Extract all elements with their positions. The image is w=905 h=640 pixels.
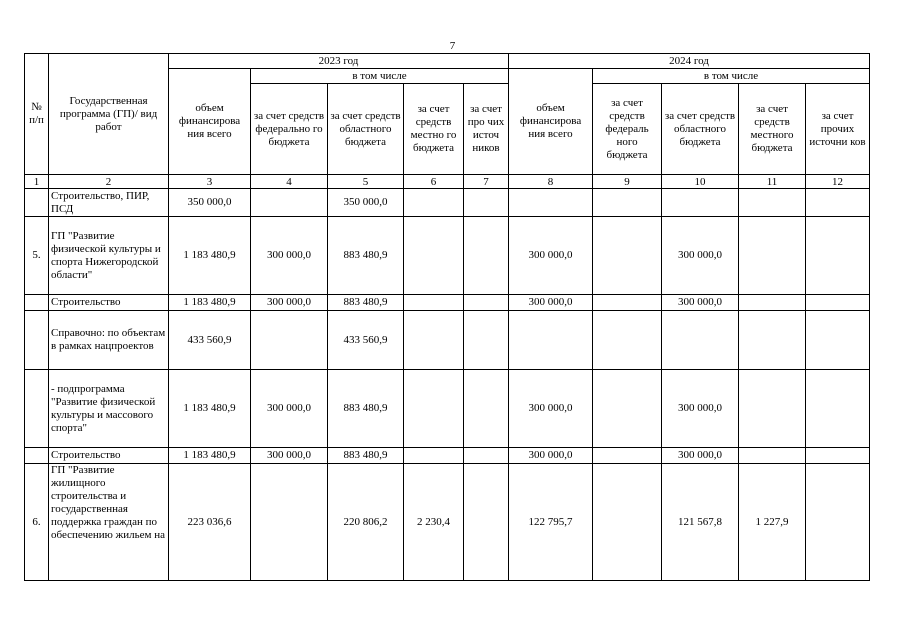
local-2023 (404, 217, 464, 295)
row-name: - подпрограмма "Развитие физической культуры и массового спорта" (49, 370, 169, 448)
other-2023 (464, 311, 509, 370)
local-2024: 1 227,9 (739, 464, 806, 581)
federal-2024 (593, 295, 662, 311)
federal-2024 (593, 464, 662, 581)
row-num (25, 448, 49, 464)
regional-2023: 883 480,9 (328, 295, 404, 311)
other-2023 (464, 217, 509, 295)
table-row (25, 370, 870, 448)
total-2023: 1 183 480,9 (169, 217, 251, 295)
table-row (25, 311, 870, 370)
other-2023 (464, 464, 509, 581)
header-other-2024: за счет прочих источни ков (806, 84, 870, 175)
row-num (25, 311, 49, 370)
total-2023: 1 183 480,9 (169, 295, 251, 311)
local-2023 (404, 370, 464, 448)
table-row (25, 464, 870, 581)
header-federal-2023: за счет средств федерально го бюджета (251, 84, 328, 175)
total-2024: 300 000,0 (509, 370, 593, 448)
federal-2024 (593, 448, 662, 464)
header-program: Государственная программа (ГП)/ вид работ (49, 54, 169, 175)
header-regional-2023: за счет средств областного бюджета (328, 84, 404, 175)
other-2024 (806, 370, 870, 448)
other-2023 (464, 189, 509, 217)
federal-2024 (593, 370, 662, 448)
row-num (25, 189, 49, 217)
local-2023 (404, 189, 464, 217)
row-name: Справочно: по объектам в рамках нацпроектов (49, 311, 169, 370)
regional-2023: 883 480,9 (328, 217, 404, 295)
federal-2023: 300 000,0 (251, 448, 328, 464)
federal-2024 (593, 311, 662, 370)
regional-2024 (662, 189, 739, 217)
total-2024: 300 000,0 (509, 217, 593, 295)
row-name: ГП "Развитие жилищного строительства и государственная поддержка граждан по обеспечению жильем на (49, 464, 169, 581)
column-number: 9 (593, 175, 662, 189)
total-2024 (509, 311, 593, 370)
total-2024 (509, 189, 593, 217)
other-2023 (464, 370, 509, 448)
row-num (25, 295, 49, 311)
row-num (25, 370, 49, 448)
header-including-2024: в том числе (593, 69, 870, 84)
regional-2024: 300 000,0 (662, 217, 739, 295)
row-name: ГП "Развитие физической культуры и спорта Нижегородской области" (49, 217, 169, 295)
local-2024 (739, 189, 806, 217)
regional-2023: 433 560,9 (328, 311, 404, 370)
header-federal-2024: за счет средств федераль ного бюджета (593, 84, 662, 175)
regional-2023: 883 480,9 (328, 448, 404, 464)
header-year-2024: 2024 год (509, 54, 870, 69)
federal-2023 (251, 189, 328, 217)
table-row (25, 295, 870, 311)
regional-2023: 350 000,0 (328, 189, 404, 217)
column-number: 7 (464, 175, 509, 189)
federal-2024 (593, 217, 662, 295)
header-local-2024: за счет средств местного бюджета (739, 84, 806, 175)
column-number: 11 (739, 175, 806, 189)
other-2024 (806, 217, 870, 295)
total-2024: 300 000,0 (509, 295, 593, 311)
other-2024 (806, 448, 870, 464)
regional-2024: 300 000,0 (662, 295, 739, 311)
other-2024 (806, 295, 870, 311)
other-2024 (806, 464, 870, 581)
header-local-2023: за счет средств местно го бюджета (404, 84, 464, 175)
column-number: 3 (169, 175, 251, 189)
federal-2024 (593, 189, 662, 217)
column-number: 8 (509, 175, 593, 189)
page-number: 7 (449, 40, 456, 52)
column-number: 10 (662, 175, 739, 189)
table-row (25, 189, 870, 217)
federal-2023 (251, 311, 328, 370)
regional-2024: 121 567,8 (662, 464, 739, 581)
column-number: 12 (806, 175, 870, 189)
local-2023 (404, 311, 464, 370)
other-2024 (806, 189, 870, 217)
total-2023: 350 000,0 (169, 189, 251, 217)
federal-2023: 300 000,0 (251, 370, 328, 448)
local-2024 (739, 370, 806, 448)
total-2023: 433 560,9 (169, 311, 251, 370)
row-name: Строительство (49, 448, 169, 464)
column-number: 2 (49, 175, 169, 189)
column-number: 5 (328, 175, 404, 189)
budget-table (24, 53, 870, 581)
local-2024 (739, 295, 806, 311)
table-row (25, 448, 870, 464)
column-number: 6 (404, 175, 464, 189)
local-2023: 2 230,4 (404, 464, 464, 581)
header-including-2023: в том числе (251, 69, 509, 84)
row-num: 5. (25, 217, 49, 295)
header-row-years (25, 54, 870, 69)
local-2024 (739, 217, 806, 295)
total-2023: 1 183 480,9 (169, 448, 251, 464)
local-2024 (739, 448, 806, 464)
table-row (25, 217, 870, 295)
federal-2023: 300 000,0 (251, 295, 328, 311)
row-num: 6. (25, 464, 49, 581)
other-2023 (464, 448, 509, 464)
row-name: Строительство (49, 295, 169, 311)
regional-2023: 883 480,9 (328, 370, 404, 448)
column-numbers-row (25, 175, 870, 189)
header-regional-2024: за счет средств областного бюджета (662, 84, 739, 175)
total-2023: 223 036,6 (169, 464, 251, 581)
federal-2023: 300 000,0 (251, 217, 328, 295)
local-2023 (404, 295, 464, 311)
header-total-2024: объем финансирова ния всего (509, 69, 593, 175)
other-2023 (464, 295, 509, 311)
regional-2024: 300 000,0 (662, 370, 739, 448)
federal-2023 (251, 464, 328, 581)
total-2024: 300 000,0 (509, 448, 593, 464)
local-2023 (404, 448, 464, 464)
regional-2024 (662, 311, 739, 370)
column-number: 1 (25, 175, 49, 189)
other-2024 (806, 311, 870, 370)
column-number: 4 (251, 175, 328, 189)
total-2024: 122 795,7 (509, 464, 593, 581)
row-name: Строительство, ПИР, ПСД (49, 189, 169, 217)
header-total-2023: объем финансирова ния всего (169, 69, 251, 175)
header-num: № п/п (25, 54, 49, 175)
header-other-2023: за счет про чих источ ников (464, 84, 509, 175)
local-2024 (739, 311, 806, 370)
regional-2023: 220 806,2 (328, 464, 404, 581)
header-year-2023: 2023 год (169, 54, 509, 69)
total-2023: 1 183 480,9 (169, 370, 251, 448)
regional-2024: 300 000,0 (662, 448, 739, 464)
